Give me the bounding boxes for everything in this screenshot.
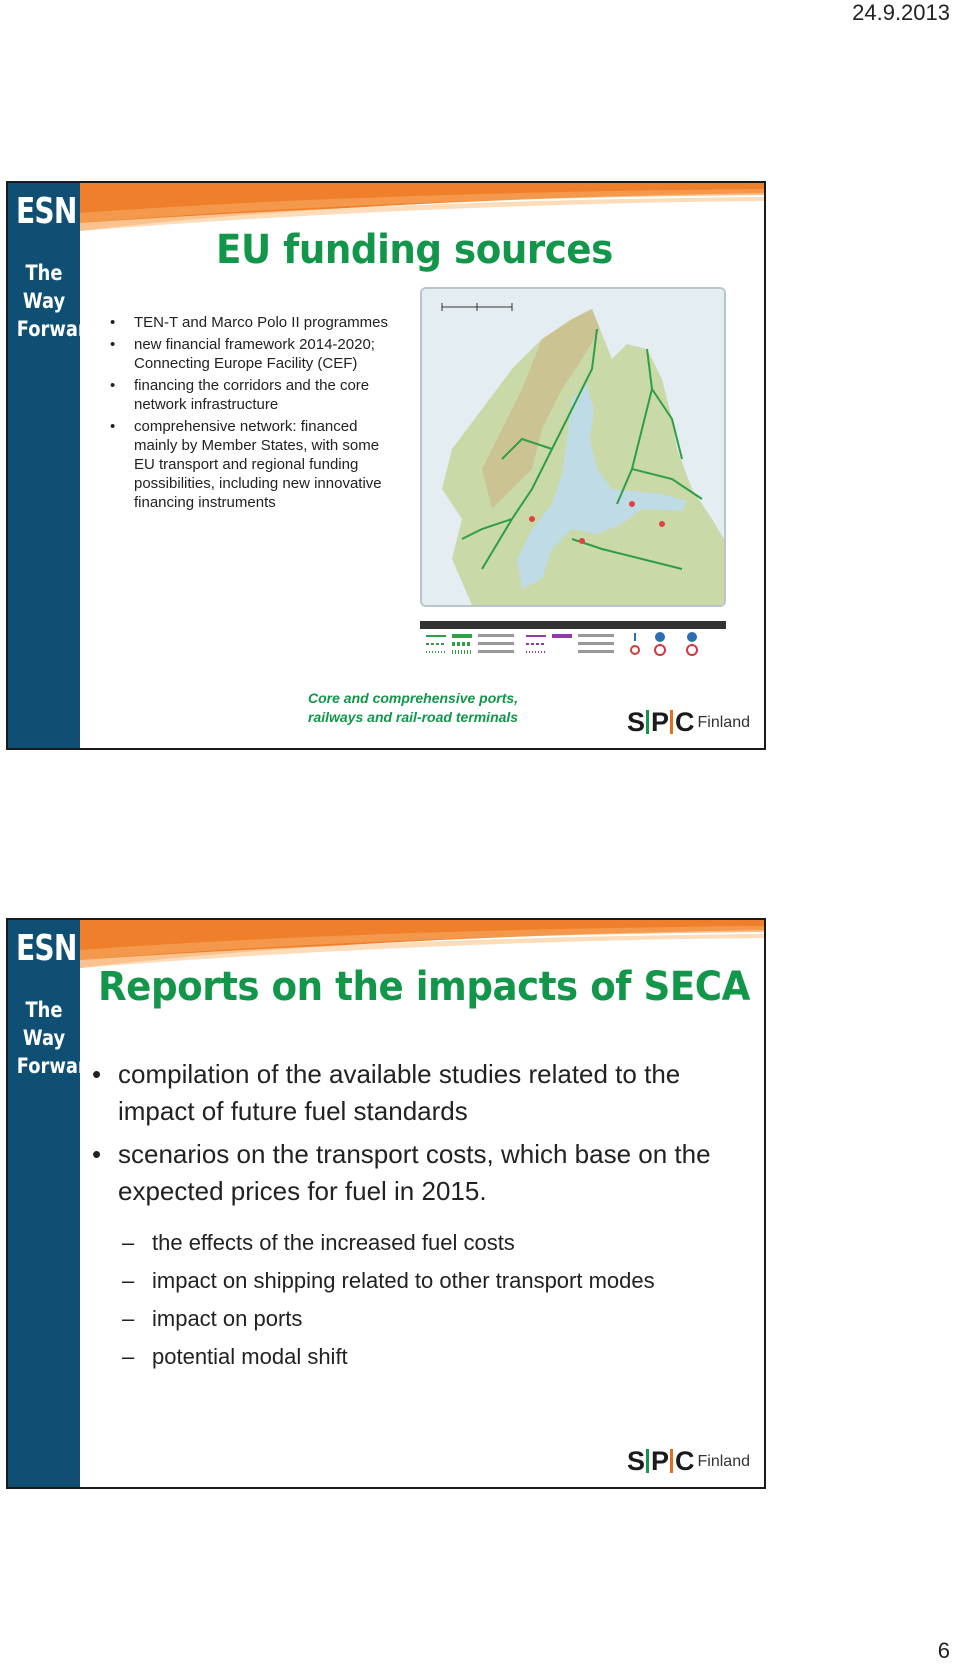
bullet-list xyxy=(88,1056,738,1216)
spc-logo-country: Finland xyxy=(697,1452,750,1470)
esn-tagline xyxy=(16,996,100,1080)
slide-title: Reports on the impacts of SECA xyxy=(98,964,750,1010)
tagline-line: Way xyxy=(22,1026,66,1050)
map-legend xyxy=(420,621,726,657)
spc-logo-letter: S xyxy=(626,707,644,737)
map-caption-line: railways and rail-road terminals xyxy=(308,709,519,725)
spc-logo-letter: P xyxy=(651,1446,669,1476)
sub-bullet-item: – the effects of the increased fuel costs xyxy=(120,1227,720,1259)
esn-sidebar xyxy=(8,183,100,748)
bullet-list xyxy=(104,313,394,515)
orange-swoosh-band xyxy=(80,183,764,231)
sub-bullet-item: – impact on ports xyxy=(120,1303,720,1335)
sub-bullet-item: – potential modal shift xyxy=(120,1341,720,1373)
esn-sidebar xyxy=(8,920,100,1487)
spc-logo-country: Finland xyxy=(697,713,750,731)
tagline-line: Way xyxy=(22,289,66,313)
bullet-item: • new financial framework 2014-2020; Connecting Europe Facility (CEF) xyxy=(104,335,394,373)
spc-logo-letter: P xyxy=(651,707,669,737)
slide-seca-reports xyxy=(6,918,766,1489)
tagline-line: Forward xyxy=(16,1054,100,1078)
bullet-item: • scenarios on the transport costs, which base on the expected prices for fuel in 2015. xyxy=(88,1136,738,1210)
slide-title: EU funding sources xyxy=(216,227,613,273)
baltic-network-map xyxy=(420,287,726,607)
bullet-item: • comprehensive network: financed mainly by Member States, with some EU transport and regional funding possibilities, including new innovative financing instruments xyxy=(104,417,394,512)
bullet-item: • compilation of the available studies related to the impact of future fuel standards xyxy=(88,1056,738,1130)
tagline-line: Forward xyxy=(16,317,100,341)
tagline-line: The xyxy=(25,998,63,1022)
map-caption xyxy=(308,689,518,727)
map-caption-line: Core and comprehensive ports, xyxy=(308,690,519,706)
spc-logo-letter: C xyxy=(675,1446,694,1476)
spc-logo-mark xyxy=(627,707,694,738)
bullet-item: • TEN-T and Marco Polo II programmes xyxy=(104,313,394,332)
spc-finland-logo xyxy=(627,707,750,738)
bullet-item: • financing the corridors and the core network infrastructure xyxy=(104,376,394,414)
esn-tagline xyxy=(16,259,100,343)
tagline-line: The xyxy=(25,261,63,285)
sub-bullet-list xyxy=(120,1227,720,1379)
sub-bullet-item: – impact on shipping related to other transport modes xyxy=(120,1265,720,1297)
spc-logo-letter: C xyxy=(675,707,694,737)
esn-logo: ESN xyxy=(16,928,77,969)
page-number: 6 xyxy=(937,1638,950,1663)
spc-logo-mark xyxy=(627,1446,694,1477)
orange-swoosh-band xyxy=(80,920,764,968)
slide-eu-funding xyxy=(6,181,766,750)
spc-finland-logo xyxy=(627,1446,750,1477)
esn-logo: ESN xyxy=(16,191,77,232)
page-date: 24.9.2013 xyxy=(852,0,950,25)
spc-logo-letter: S xyxy=(626,1446,644,1476)
